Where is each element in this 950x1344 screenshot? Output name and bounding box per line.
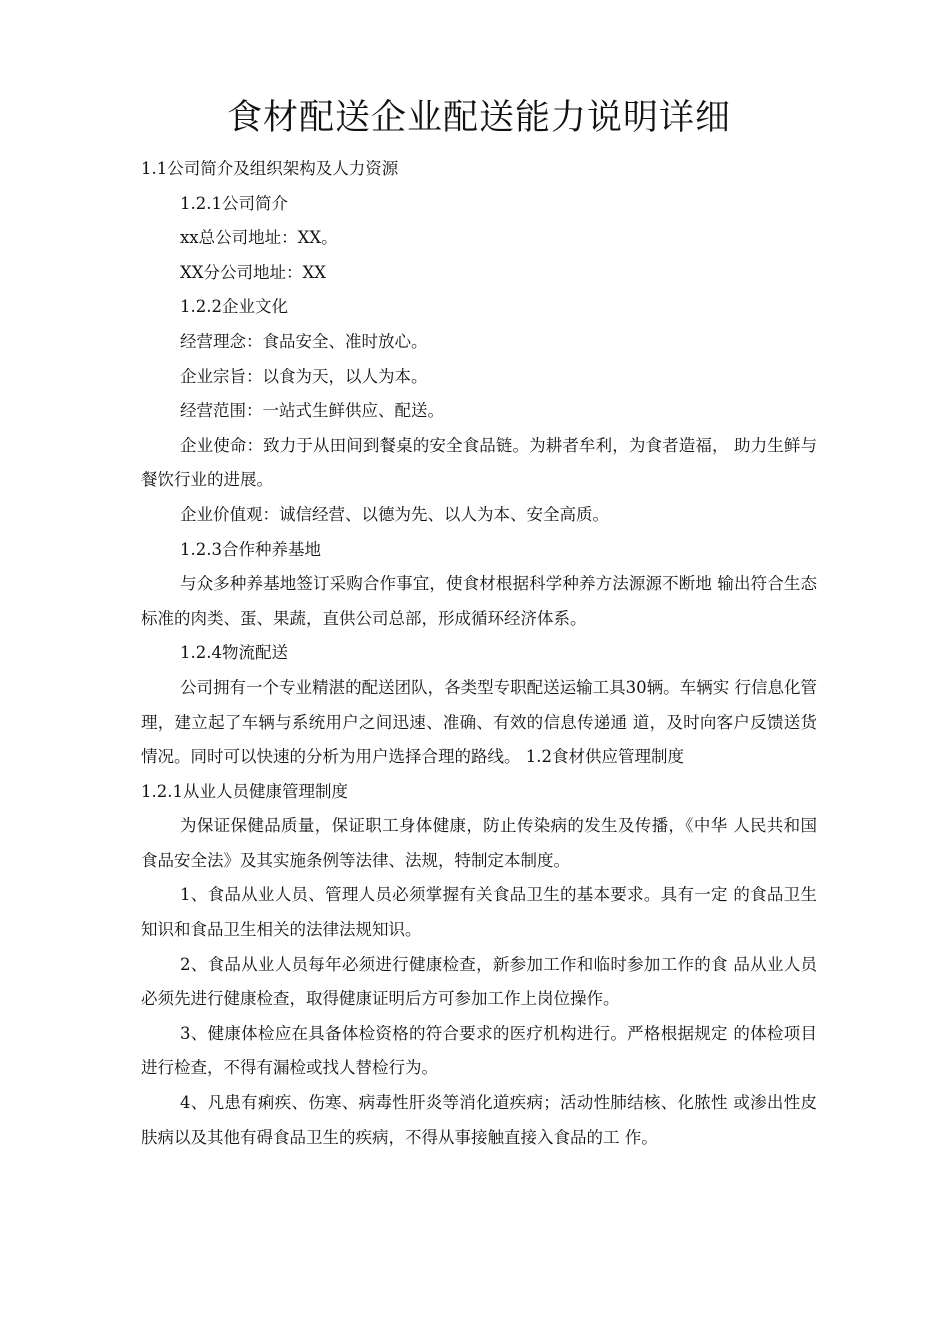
subsection-heading: 1.2.2企业文化 <box>180 297 288 317</box>
subsection-heading: 1.2.4物流配送 <box>180 643 288 663</box>
body-paragraph: 企业使命：致力于从田间到餐桌的安全食品链。为耕者牟利，为食者造福， 助力生鲜与餐饮行业的进展。 <box>141 435 817 490</box>
body-paragraph: 经营范围：一站式生鲜供应、配送。 <box>180 401 444 421</box>
body-paragraph: XX分公司地址：XX <box>180 262 326 282</box>
body-paragraph: 3、健康体检应在具备体检资格的符合要求的医疗机构进行。严格根据规定 的体检项目进行检查，不得有漏检或找人替检行为。 <box>141 1023 817 1078</box>
section-heading: 1.1公司简介及组织架构及人力资源 <box>141 159 399 178</box>
body-paragraph: 1、食品从业人员、管理人员必须掌握有关食品卫生的基本要求。具有一定 的食品卫生知识和食品卫生相关的法律法规知识。 <box>141 885 817 940</box>
body-paragraph: xx总公司地址：XX。 <box>180 228 338 248</box>
subsection-heading: 1.2.3合作种养基地 <box>180 539 321 559</box>
document-title: 食材配送企业配送能力说明详细 <box>226 98 731 138</box>
body-paragraph: 企业宗旨：以食为天，以人为本。 <box>180 366 428 386</box>
body-paragraph: 经营理念：食品安全、准时放心。 <box>180 331 428 351</box>
section-heading: 1.2.1从业人员健康管理制度 <box>141 781 348 801</box>
document-page <box>141 92 817 1155</box>
body-paragraph: 企业价值观：诚信经营、以德为先、以人为本、安全高质。 <box>180 504 609 524</box>
body-paragraph: 2、食品从业人员每年必须进行健康检查，新参加工作和临时参加工作的食 品从业人员必须先进行健康检查，取得健康证明后方可参加工作上岗位操作。 <box>141 954 817 1009</box>
body-paragraph: 与众多种养基地签订采购合作事宜，使食材根据科学种养方法源源不断地 输出符合生态标准的肉类、蛋、果蔬，直供公司总部，形成循环经济体系。 <box>141 574 817 628</box>
body-paragraph: 公司拥有一个专业精湛的配送团队，各类型专职配送运输工具30辆。车辆实 行信息化管理，建立起了车辆与系统用户之间迅速、准确、有效的信息传递通 道，及时向客户反馈送货情况。同时可以快速的分析为用户选择合理的路线。 1.2食材供应管理制度 <box>141 677 817 767</box>
subsection-heading: 1.2.1公司简介 <box>180 193 288 213</box>
body-paragraph: 4、凡患有痢疾、伤寒、病毒性肝炎等消化道疾病；活动性肺结核、化脓性 或渗出性皮肤病以及其他有碍食品卫生的疾病，不得从事接触直接入食品的工 作。 <box>141 1093 817 1147</box>
body-paragraph: 为保证保健品质量，保证职工身体健康，防止传染病的发生及传播，《中华 人民共和国食品安全法》及其实施条例等法律、法规，特制定本制度。 <box>141 816 817 870</box>
